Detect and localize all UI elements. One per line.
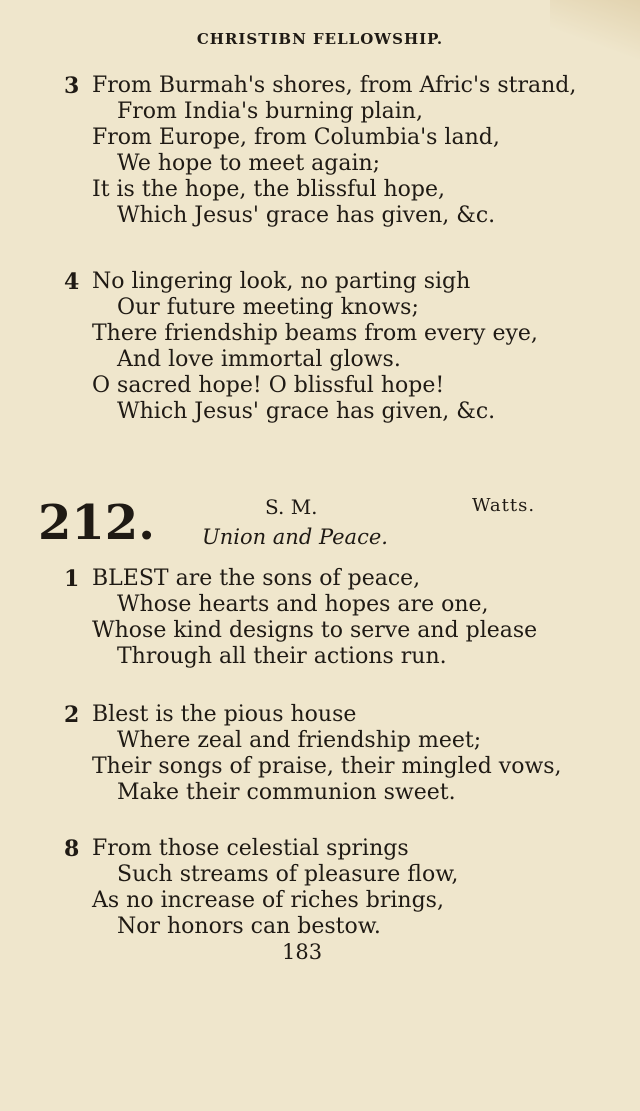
stanza-number: 4 [64,269,80,295]
stanza-number: 3 [64,73,80,99]
verse-line: Through all their actions run. [117,644,447,669]
verse-line: Which Jesus' grace has given, &c. [117,399,496,424]
stanza-number: 2 [64,702,80,728]
verse-line: Our future meeting knows; [117,295,419,320]
verse-line: It is the hope, the blissful hope, [92,177,445,202]
verse-line: Blest is the pious house [92,702,357,727]
running-header: CHRISTIBN FELLOWSHIP. [196,30,444,48]
page-number: 183 [282,940,323,964]
verse-line: Such streams of pleasure flow, [117,862,459,887]
verse-line: From Burmah's shores, from Afric's strand, [92,73,577,98]
verse-line: As no increase of riches brings, [92,888,444,913]
hymn-subtitle: Union and Peace. [202,525,388,549]
verse-line: From India's burning plain, [117,99,423,124]
verse-line: Nor honors can bestow. [117,914,381,939]
hymn-number: 212. [38,495,155,551]
verse-line: O sacred hope! O blissful hope! [92,373,445,398]
verse-line: From those celestial springs [92,836,409,861]
verse-line: Where zeal and friendship meet; [117,728,482,753]
verse-line: Whose kind designs to serve and please [92,618,538,643]
verse-line: Their songs of praise, their mingled vows, [92,754,562,779]
stanza-number: 8 [64,836,80,862]
verse-line: BLEST are the sons of peace, [92,566,421,591]
verse-line: And love immortal glows. [117,347,401,372]
stanza-number: 1 [64,566,80,592]
verse-line: Which Jesus' grace has given, &c. [117,203,496,228]
verse-line: There friendship beams from every eye, [92,321,538,346]
hymn-author: Watts. [472,495,536,516]
verse-line: Make their communion sweet. [117,780,456,805]
verse-line: We hope to meet again; [117,151,381,176]
verse-line: Whose hearts and hopes are one, [117,592,489,617]
verse-line: No lingering look, no parting sigh [92,269,471,294]
hymn-meter: S. M. [265,495,318,519]
verse-line: From Europe, from Columbia's land, [92,125,500,150]
